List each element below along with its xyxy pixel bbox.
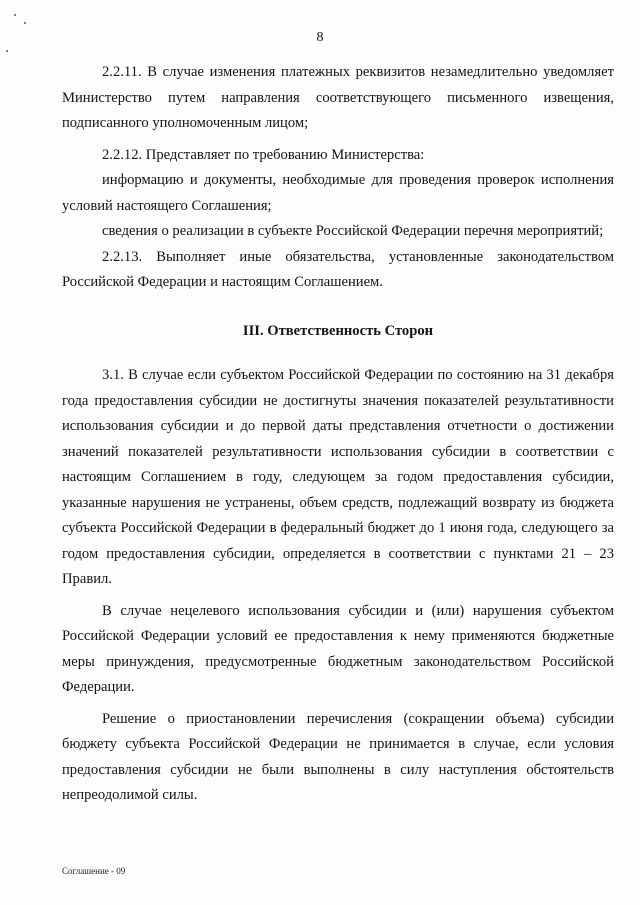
document-body <box>62 60 614 809</box>
clause-2-2-12: 2.2.12. Представляет по требованию Министерства: <box>102 146 425 163</box>
clause-2-2-13: 2.2.13. Выполняет иные обязательства, установленные законодательством Российской Федерации и настоящим Соглашением. <box>62 248 614 290</box>
scan-speck <box>6 50 8 52</box>
clause-2-2-12-item-documents: информацию и документы, необходимые для проведения проверок исполнения условий настоящего Соглашения; <box>62 172 614 214</box>
force-majeure-paragraph: Решение о приостановлении перечисления (сокращении объема) субсидии бюджету субъекта Российской Федерации не принимается в случае, если условия предоставления субсидии не были выполнены в силу наступления обстоятельств непреодолимой силы. <box>62 710 614 803</box>
clause-2-2-12-item-information: сведения о реализации в субъекте Российской Федерации перечня мероприятий; <box>102 223 604 239</box>
page-number: 8 <box>316 30 324 45</box>
scan-speck <box>24 22 26 24</box>
scan-speck <box>14 14 16 16</box>
section-heading: III. Ответственность Сторон <box>242 322 434 339</box>
footer-label: Соглашение - 09 <box>62 866 126 876</box>
misuse-paragraph: В случае нецелевого использования субсидии и (или) нарушения субъектом Российской Федерации условий ее предоставления к нему применяются бюджетные меры принуждения, предусмотренные бюджетным законодательством Российской Федерации. <box>62 602 614 695</box>
clause-2-2-11: 2.2.11. В случае изменения платежных реквизитов незамедлительно уведомляет Министерство путем направления соответствующего письменного извещения, подписанного уполномоченным лицом; <box>62 64 614 131</box>
clause-3-1: 3.1. В случае если субъектом Российской Федерации по состоянию на 31 декабря года предоставления субсидии не достигнуты значения показателей результативности использования субсидии и до первой даты представления отчетности о достижении значений показателей результативности использования субсидии в соответствии с настоящим Соглашением в году, следующем за годом предоставления субсидии, указанные нарушения не устранены, объем средств, подлежащий возврату из бюджета субъекта Российской Федерации в федеральный бюджет до 1 июня года, следующего за годом предоставления субсидии, определяется в соответствии с пунктами 21 – 23 Правил. <box>62 367 614 587</box>
